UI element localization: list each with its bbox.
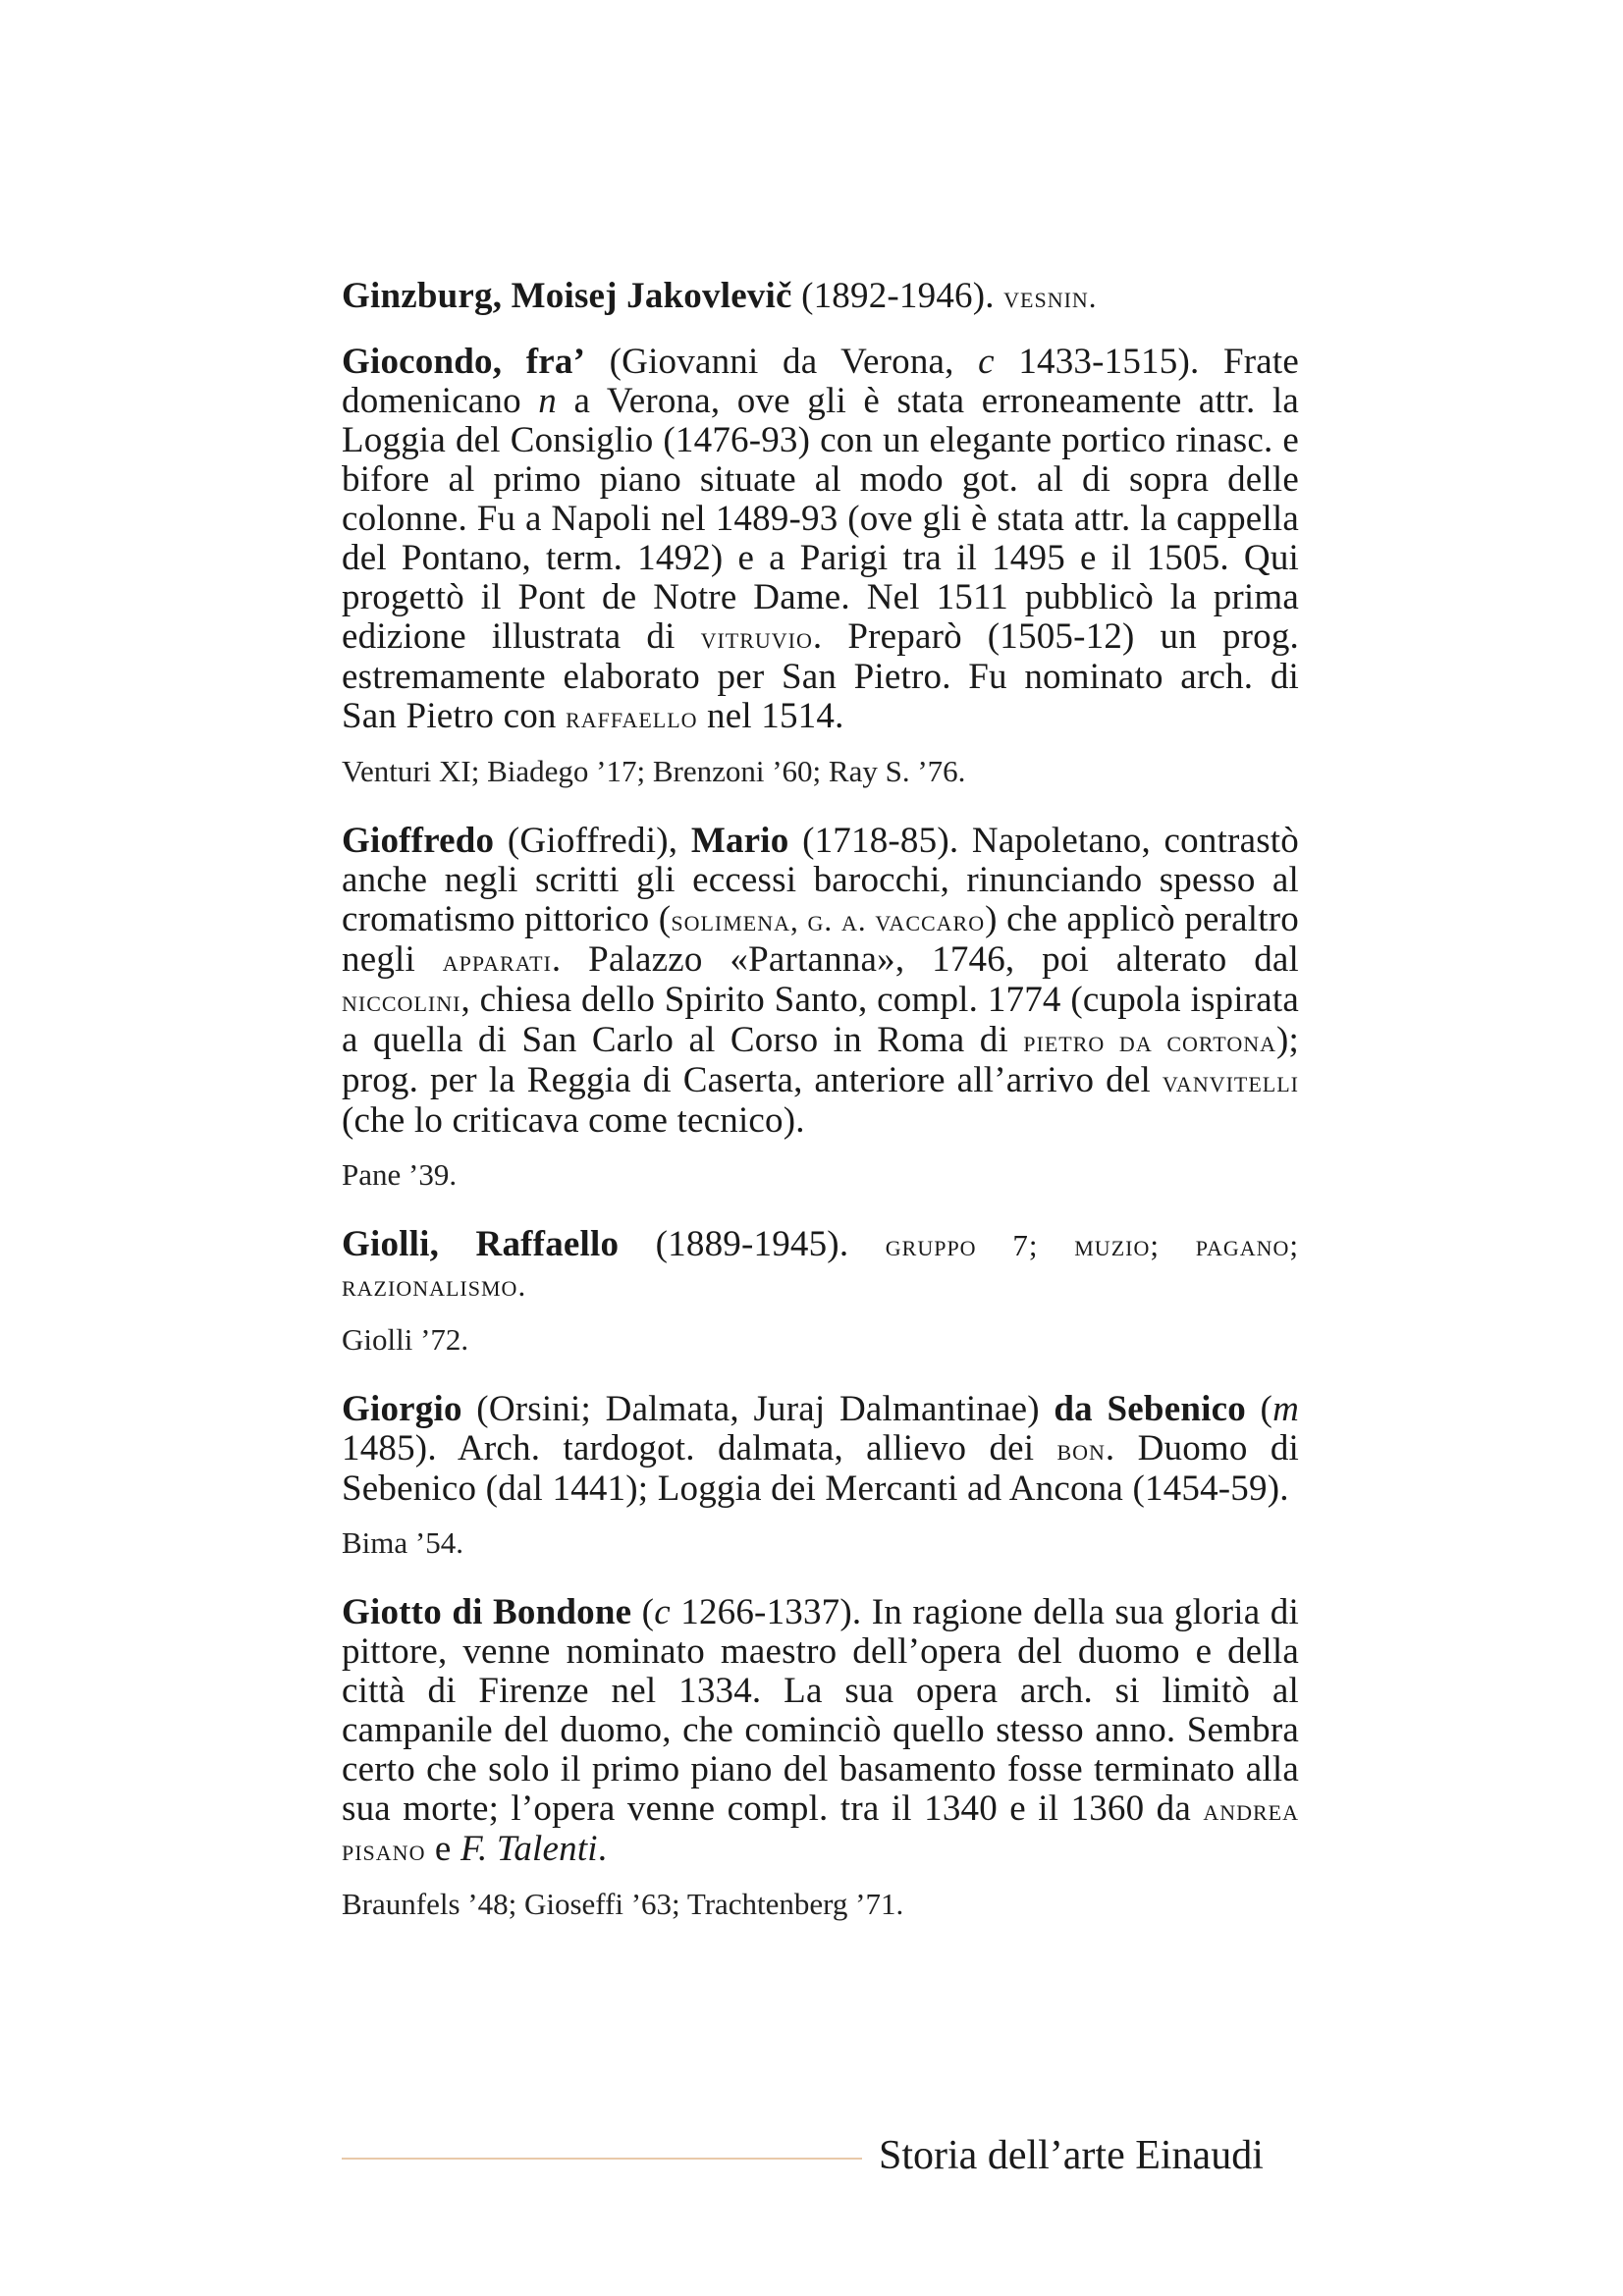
cross-reference: apparati (442, 943, 552, 978)
entry-headword: Giolli, Raffaello (342, 1224, 620, 1264)
entry-ginzburg (342, 277, 1299, 317)
entry-text: ( (1245, 1389, 1273, 1429)
entry-headword: Giocondo, fra’ (342, 342, 586, 382)
entry-headword: Gioffredo (342, 821, 495, 861)
entry-giorgio (342, 1390, 1299, 1509)
cross-reference: vitruvio (700, 620, 813, 655)
entry-text: . Palazzo «Partanna», 1746, poi alterato dal (551, 939, 1300, 980)
cross-reference: solimena, g. a. vaccaro (671, 903, 986, 937)
entry-text: a Verona, ove gli è stata erroneamente attr. la Loggia del Consiglio (1476-93) con un elegante portico rinasc. e bifore al primo piano situate al modo got. al di sopra delle colonne. Fu a Napoli nel 1489-93 (ove gli è stata attr. la cappella del Pontano, term. 1492) e a Parigi tra il 1495 e il 1505. Qui progettò il Pont de Notre Dame. Nel 1511 pubblicò la prima edizione illustrata di (342, 381, 1300, 657)
entry-text: ( (631, 1592, 655, 1632)
entry-italic: c (978, 342, 995, 382)
entry-text: , chiesa dello Spirito Santo, compl. 1774 (cupola ispirata a quella di San Carlo al Corso in Roma di (342, 980, 1299, 1060)
cross-reference: andrea pisano (342, 1792, 1299, 1867)
entry-text: ) che applicò peraltro negli (342, 899, 1299, 980)
entry-italic: F. Talenti (460, 1829, 598, 1869)
cross-reference: pietro da cortona (1023, 1024, 1276, 1058)
entry-text: nel 1514. (697, 696, 844, 736)
footer-rule (342, 2158, 862, 2160)
cross-reference: vanvitelli (1162, 1064, 1299, 1098)
entry-text: (1718-85). Napoletano, contrastò anche negli scritti gli eccessi barocchi, rinunciando spesso al cromatismo pittorico ( (342, 821, 1299, 939)
entry-text: . Preparò (1505-12) un prog. estremamente elaborato per San Pietro. Fu nominato arch. di San Pietro con (342, 616, 1300, 736)
entry-headword: Ginzburg, Moisej Jakovlevič (342, 276, 792, 316)
entry-italic: c (654, 1592, 671, 1632)
footer-title: Storia dell’arte Einaudi (879, 2133, 1264, 2178)
cross-reference: bon (1056, 1432, 1106, 1467)
entry-text: e (425, 1829, 460, 1869)
entry-giocondo (342, 343, 1299, 737)
cross-reference: niccolini (342, 984, 461, 1018)
entry-text: . Duomo di Sebenico (dal 1441); Loggia dei Mercanti ad Ancona (1454-59). (342, 1428, 1299, 1509)
dictionary-page (342, 277, 1299, 1954)
entry-list (342, 277, 1299, 1922)
entry-bibliography: Bima ’54. (342, 1525, 463, 1560)
cross-reference: vesnin. (1003, 280, 1098, 314)
entry-headword: Giotto di Bondone (342, 1592, 632, 1632)
entry-bibliography: Giolli ’72. (342, 1322, 469, 1357)
entry-giolli (342, 1225, 1299, 1306)
entry-text: 1433-1515). Frate domenicano (342, 342, 1299, 421)
entry-bibliography: Pane ’39. (342, 1157, 458, 1192)
entry-text: ); prog. per la Reggia di Caserta, anteriore all’arrivo del (342, 1020, 1299, 1100)
cross-reference: gruppo 7; muzio; pagano; razionalismo. (342, 1228, 1300, 1303)
entry-text: (che lo criticava come tecnico). (342, 1100, 805, 1141)
entry-bibliography: Venturi XI; Biadego ’17; Brenzoni ’60; Ray S. ’76. (342, 754, 966, 788)
cross-reference: raffaello (566, 700, 698, 734)
entry-text: 1266-1337). In ragione della sua gloria di pittore, venne nominato maestro dell’opera del duomo e della città di Firenze nel 1334. La sua opera arch. si limitò al campanile del duomo, che cominciò quello stesso anno. Sembra certo che solo il primo piano del basamento fosse terminato alla sua morte; l’opera venne compl. tra il 1340 e il 1360 da (342, 1592, 1299, 1829)
entry-giotto (342, 1593, 1299, 1870)
entry-headword: da Sebenico (1054, 1389, 1246, 1429)
entry-text: (Orsini; Dalmata, Juraj Dalmantinae) (461, 1389, 1055, 1429)
entry-text: (1889-1945). (619, 1224, 886, 1264)
entry-text: (1892-1946). (791, 276, 1004, 316)
entry-italic: n (538, 381, 557, 421)
entry-bibliography: Braunfels ’48; Gioseffi ’63; Trachtenberg ’71. (342, 1887, 904, 1921)
entry-text: (Gioffredi), (494, 821, 691, 861)
entry-text: (Giovanni da Verona, (585, 342, 979, 382)
entry-text: 1485). Arch. tardogot. dalmata, allievo dei (342, 1428, 1057, 1468)
entry-italic: m (1272, 1389, 1299, 1429)
entry-headword: Giorgio (342, 1389, 462, 1429)
entry-headword: Mario (690, 821, 789, 861)
entry-text: . (597, 1829, 608, 1869)
entry-gioffredo (342, 822, 1299, 1141)
